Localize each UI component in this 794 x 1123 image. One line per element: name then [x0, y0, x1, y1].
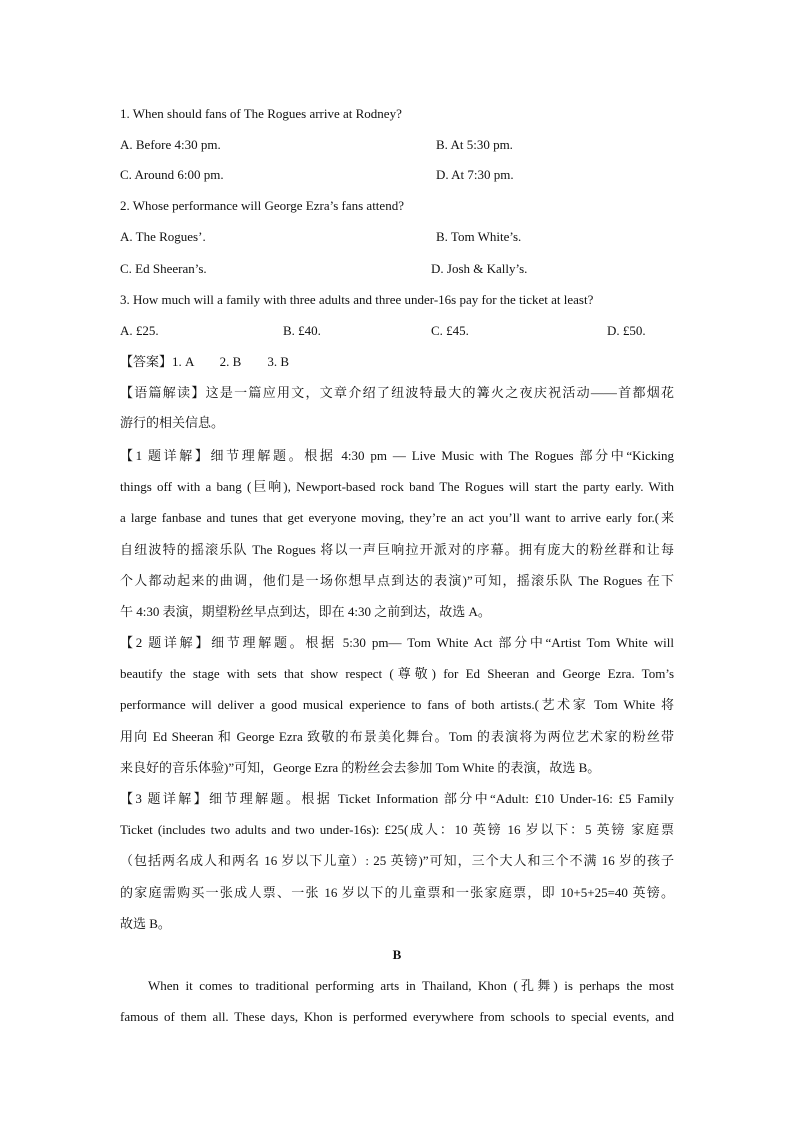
question-2-stem: 2. Whose performance will George Ezra’s fans attend?: [120, 198, 404, 213]
question-2-option-c: C. Ed Sheeran’s.: [120, 261, 207, 276]
question-1-option-c: C. Around 6:00 pm.: [120, 167, 224, 182]
detail-2-line-4: 用向 Ed Sheeran 和 George Ezra 致敬的布景美化舞台。Tom 的表演将为两位艺术家的粉丝带: [120, 729, 674, 744]
detail-1-line-2: things off with a bang (巨响), Newport-based rock band The Rogues will start the party early. With: [120, 479, 674, 494]
question-3-option-b: B. £40.: [283, 323, 321, 338]
detail-1-line-3: a large fanbase and tunes that get everyone moving, they’re an act you’ll want to arrive early for.(来: [120, 510, 674, 525]
question-2-option-d: D. Josh & Kally’s.: [431, 261, 528, 276]
detail-3-line-3: （包括两名成人和两名 16 岁以下儿童）: 25 英镑)”可知，三个大人和三个不满 16 岁的孩子: [120, 853, 674, 868]
question-2-option-b: B. Tom White’s.: [436, 229, 522, 244]
question-1-stem: 1. When should fans of The Rogues arrive at Rodney?: [120, 106, 402, 121]
question-1-option-a: A. Before 4:30 pm.: [120, 137, 221, 152]
passage-line-2: famous of them all. These days, Khon is performed everywhere from schools to special events, and: [120, 1009, 674, 1024]
detail-2-line-5: 来良好的音乐体验)”可知，George Ezra 的粉丝会去参加 Tom White 的表演，故选 B。: [120, 760, 601, 775]
detail-1-line-6: 午 4:30 表演，期望粉丝早点到达，即在 4:30 之前到达，故选 A。: [120, 604, 491, 619]
section-heading: B: [392, 947, 402, 962]
question-1-option-d: D. At 7:30 pm.: [436, 167, 514, 182]
detail-3-line-1: 【3 题详解】细节理解题。根据 Ticket Information 部分中“Adult: £10 Under-16: £5 Family: [120, 791, 674, 806]
passage-line-1: When it comes to traditional performing arts in Thailand, Khon (孔舞) is perhaps the most: [148, 978, 674, 993]
answer-line: 【答案】1. A 2. B 3. B: [120, 354, 290, 369]
question-3-option-d: D. £50.: [607, 323, 646, 338]
detail-1-line-1: 【1 题详解】细节理解题。根据 4:30 pm — Live Music with The Rogues 部分中“Kicking: [120, 448, 674, 463]
detail-3-line-2: Ticket (includes two adults and two under-16s): £25(成人：10 英镑 16 岁以下：5 英镑 家庭票: [120, 822, 674, 837]
detail-3-line-4: 的家庭需购买一张成人票、一张 16 岁以下的儿童票和一张家庭票，即 10+5+25=40 英镑。: [120, 885, 674, 900]
question-2-option-a: A. The Rogues’.: [120, 229, 206, 244]
detail-2-line-3: performance will deliver a good musical experience to fans of both artists.(艺术家 Tom White 将: [120, 697, 674, 712]
summary-line-2: 游行的相关信息。: [120, 415, 225, 430]
detail-2-line-1: 【2 题详解】细节理解题。根据 5:30 pm— Tom White Act 部分中“Artist Tom White will: [120, 635, 674, 650]
question-3-option-a: A. £25.: [120, 323, 159, 338]
detail-1-line-5: 个人都动起来的曲调，他们是一场你想早点到达的表演)”可知，摇滚乐队 The Rogues 在下: [120, 573, 674, 588]
detail-1-line-4: 自纽波特的摇滚乐队 The Rogues 将以一声巨响拉开派对的序幕。拥有庞大的粉丝群和让每: [120, 542, 674, 557]
detail-3-line-5: 故选 B。: [120, 916, 171, 931]
question-3-stem: 3. How much will a family with three adults and three under-16s pay for the ticket at least?: [120, 292, 594, 307]
question-3-option-c: C. £45.: [431, 323, 469, 338]
question-1-option-b: B. At 5:30 pm.: [436, 137, 513, 152]
detail-2-line-2: beautify the stage with sets that show respect (尊敬) for Ed Sheeran and George Ezra. Tom’s: [120, 666, 674, 681]
summary-line-1: 【语篇解读】这是一篇应用文，文章介绍了纽波特最大的篝火之夜庆祝活动——首都烟花: [120, 385, 674, 400]
